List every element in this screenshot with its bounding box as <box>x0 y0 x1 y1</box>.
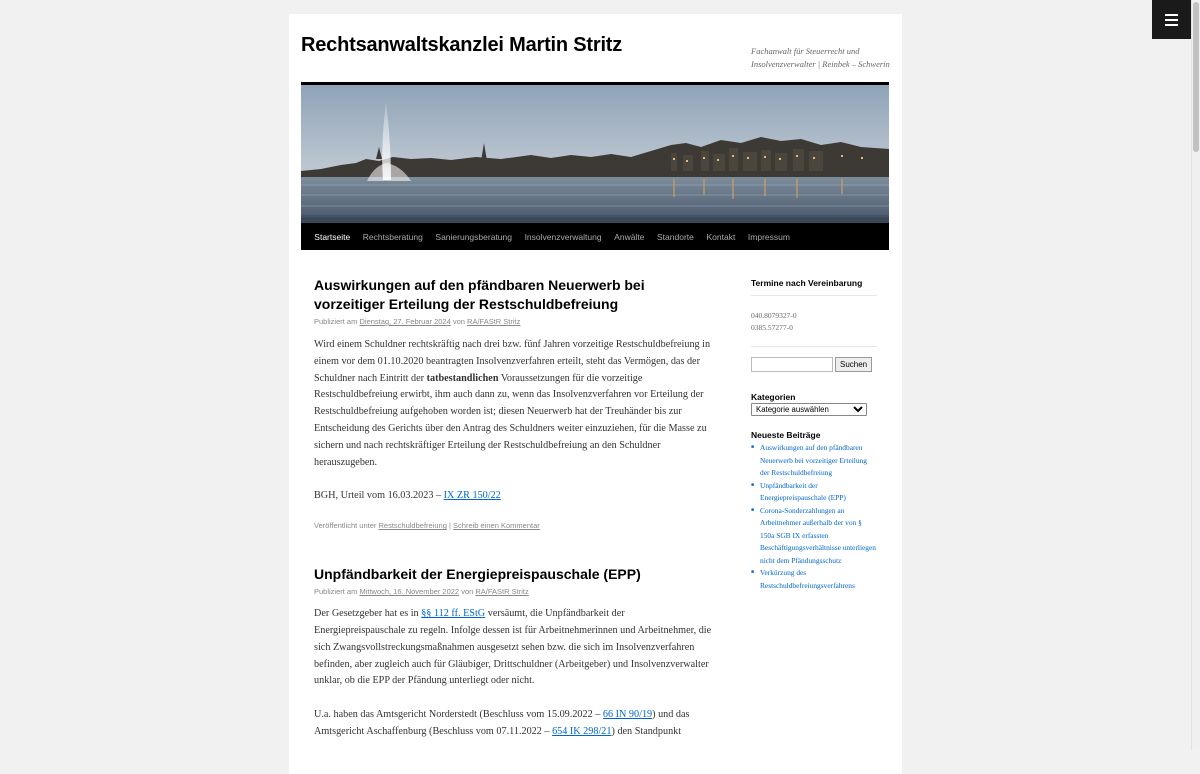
post-paragraph <box>314 606 714 690</box>
text-run: Wird einem Schuldner rechtskräftig nach drei bzw. fünf Jahren vorzeitige Restschuldbefreiung in einem vor dem 01.10.2020 beantragten Insolvenzverfahren erteilt, steht das Vermögen, das der Schuldner nach Eintritt der <box>314 339 711 384</box>
law-link[interactable]: §§ 112 ff. EStG <box>421 608 486 620</box>
text-run: Der Gesetzgeber hat es in <box>314 608 422 620</box>
scrollbar[interactable] <box>1191 0 1200 750</box>
nav-insolvenzverwaltung[interactable]: Insolvenzverwaltung <box>524 231 602 242</box>
nav-rechtsberatung[interactable]: Rechtsberatung <box>362 231 423 242</box>
list-item <box>751 505 877 568</box>
comment-link[interactable]: Schreib einen Kommentar <box>453 521 540 531</box>
divider <box>751 346 877 347</box>
text-run: Voraussetzungen für die vorzeitige Restschuldbefreiung erwirbt, ihm auch dann zu, wenn das Insolvenzverfahren vor Erteilung der Restschuldbefreiung aufgehoben worden ist; diesen Neuerwerb hat der Treuhänder bis zur Entscheidung des Gerichts über den Antrag des Schuldners weiter einzuziehen, für die Masse zu sichern und nach rechtskräftiger Erteilung der Restschuldbefreiung an den Schuldner herauszugeben. <box>314 372 707 468</box>
post-author-link[interactable]: RA/FAStR Stritz <box>475 587 529 597</box>
hamburger-menu-icon[interactable] <box>1152 0 1191 39</box>
appointments-widget <box>751 278 877 347</box>
bold-text: tatbestandlichen <box>426 372 499 384</box>
header-image <box>301 85 889 223</box>
post-paragraph <box>314 707 714 741</box>
page-wrapper <box>289 14 902 774</box>
post-paragraph <box>314 488 714 505</box>
widget-title: Kategorien <box>751 392 796 402</box>
content-area <box>314 276 714 741</box>
lake-panorama-image <box>301 85 889 223</box>
post-meta <box>314 317 714 326</box>
post-title[interactable]: Unpfändbarkeit der Energiepreispauschale (EPP) <box>314 566 641 583</box>
post-title[interactable]: Auswirkungen auf den pfändbaren Neuerwerb bei vorzeitiger Erteilung der Restschuldbefreiung <box>314 277 645 312</box>
search-input[interactable] <box>751 357 833 372</box>
text-run: ) den Standpunkt <box>611 725 682 737</box>
case-link[interactable]: IX ZR 150/22 <box>443 490 501 502</box>
meta-prefix: Publiziert am <box>314 317 358 326</box>
utility-prefix: Veröffentlicht unter <box>314 521 377 531</box>
nav-kontakt[interactable]: Kontakt <box>706 231 736 242</box>
widget-title: Termine nach Vereinbarung <box>751 278 863 288</box>
site-description: Fachanwalt für Steuerrecht und Insolvenzverwalter | Reinbek – Schwerin <box>751 46 890 69</box>
meta-by: von <box>461 587 474 597</box>
menu-bar <box>1165 24 1178 26</box>
recent-post-link[interactable]: Corona-Sonderzahlungen an Arbeitnehmer außerhalb der von § 150a SGB IX erfassten Beschäftigungsverhältnisse unterliegen nicht dem Pfändungsschutz <box>760 505 876 565</box>
meta-prefix: Publiziert am <box>314 587 358 597</box>
post <box>314 276 714 530</box>
search-form <box>751 357 877 372</box>
post-date-link[interactable]: Mittwoch, 16. November 2022 <box>359 587 460 597</box>
post-author-link[interactable]: RA/FAStR Stritz <box>467 317 521 326</box>
menu-bar <box>1165 19 1178 21</box>
post-utility <box>314 521 714 530</box>
post-content <box>314 606 714 741</box>
post-content <box>314 337 714 505</box>
nav-sanierungsberatung[interactable]: Sanierungsberatung <box>435 231 512 242</box>
post-paragraph <box>314 337 714 471</box>
recent-post-link[interactable]: Auswirkungen auf den pfändbaren Neuerwerb bei vorzeitiger Erteilung der Restschuldbefreiung <box>760 443 867 477</box>
nav-startseite[interactable]: Startseite <box>314 231 351 242</box>
recent-post-link[interactable]: Verkürzung des Restschuldbefreiungsverfahrens <box>760 568 855 590</box>
phone-numbers <box>751 310 877 334</box>
meta-by: von <box>452 317 465 326</box>
categories-widget <box>751 392 877 416</box>
utility-separator: | <box>448 521 451 531</box>
search-button[interactable]: Suchen <box>835 357 872 372</box>
phone-reinbek: 040.8079327-0 <box>751 311 797 320</box>
case-link[interactable]: 654 IK 298/21 <box>552 725 612 737</box>
nav-anwaelte[interactable]: Anwälte <box>614 231 645 242</box>
nav-standorte[interactable]: Standorte <box>657 231 694 242</box>
list-item <box>751 567 877 592</box>
post-meta <box>314 587 714 596</box>
recent-post-link[interactable]: Unpfändbarkeit der Energiepreispauschale (EPP) <box>760 480 846 502</box>
recent-posts-widget <box>751 430 877 592</box>
case-link[interactable]: 66 IN 90/19 <box>602 709 653 721</box>
site-title[interactable]: Rechtsanwaltskanzlei Martin Stritz <box>301 34 623 56</box>
nav-impressum[interactable]: Impressum <box>747 231 790 242</box>
text-run: BGH, Urteil vom 16.03.2023 – <box>314 490 444 502</box>
list-item <box>751 480 877 505</box>
menu-bar <box>1165 14 1178 16</box>
category-link[interactable]: Restschuldbefreiung <box>378 521 447 531</box>
text-run: U.a. haben das Amtsgericht Norderstedt (Beschluss vom 15.09.2022 – <box>314 709 603 721</box>
sidebar <box>751 278 877 592</box>
widget-title: Neueste Beiträge <box>751 430 821 440</box>
recent-posts-list <box>751 442 877 592</box>
post-date-link[interactable]: Dienstag, 27. Februar 2024 <box>359 317 451 326</box>
list-item <box>751 442 877 480</box>
divider <box>751 295 877 296</box>
category-select[interactable] <box>751 403 867 416</box>
phone-schwerin: 0385.57277-0 <box>751 323 793 332</box>
scrollbar-thumb[interactable] <box>1193 2 1199 152</box>
main-navigation <box>301 223 889 250</box>
text-run: versäumt, die Unpfändbarkeit der Energiepreispauschale zu regeln. Infolge dessen ist für Arbeitnehmerinnen und Arbeitnehmer, die sich Zwangsvollstreckungsmaßnahmen ausgesetzt sehen bzw. die sich im Insolvenzverfahren befinden, aber zugleich auch für Gläubiger, Drittschuldner (Arbeitgeber) und Insolvenzverwalter unklar, ob die EPP der Pfändung unterliegt oder nicht. <box>314 608 712 687</box>
post <box>314 565 714 741</box>
text-run: ) und das Amtsgericht Aschaffenburg (Beschluss vom 07.11.2022 – <box>314 709 690 737</box>
